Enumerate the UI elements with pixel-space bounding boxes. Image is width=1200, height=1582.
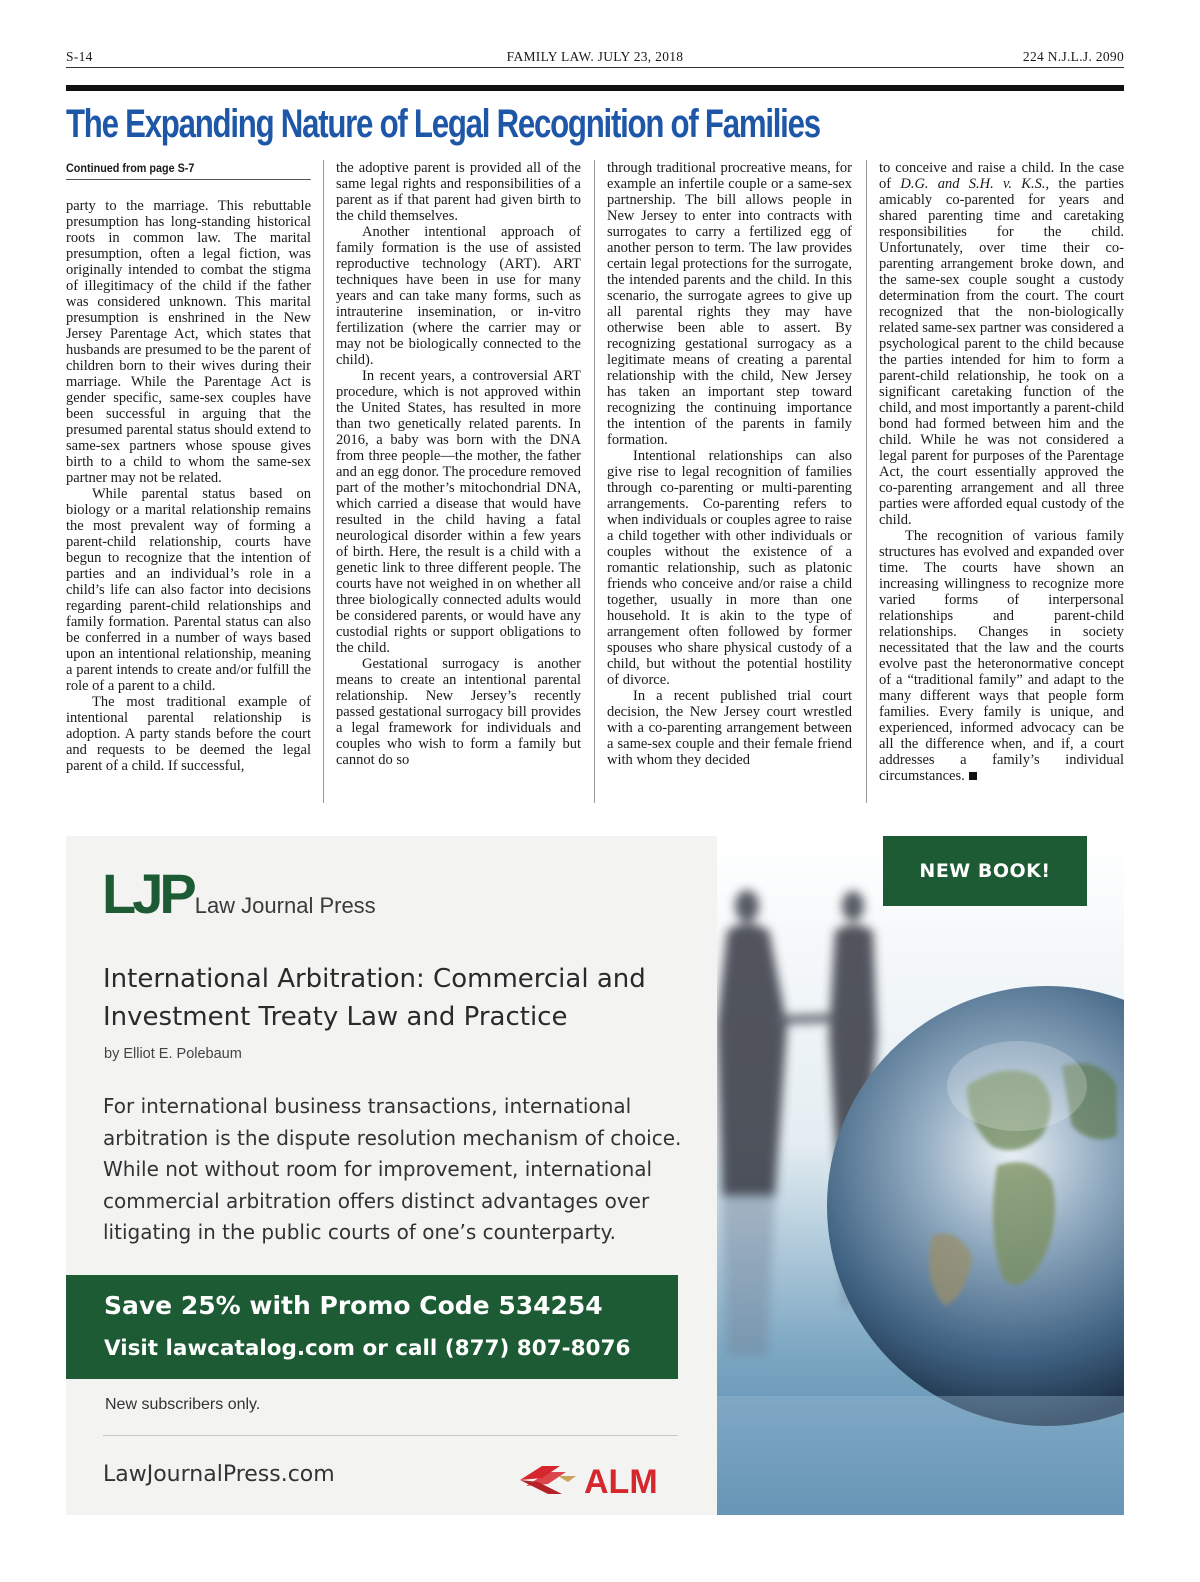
paragraph: the adoptive parent is provided all of the same legal rights and responsibilities of a parent as if that parent had given birth to the child themselves. xyxy=(336,160,581,224)
column-divider xyxy=(323,160,324,803)
alm-logo-text: ALM xyxy=(584,1463,658,1498)
promo-contact-text: Visit lawcatalog.com or call (877) 807-8076 xyxy=(104,1336,631,1361)
alm-logo xyxy=(518,1460,683,1498)
headline-rule xyxy=(66,85,1124,91)
column-divider xyxy=(866,160,867,803)
text-run: to conceive and raise a child. In the case of xyxy=(879,160,1124,192)
subscriber-note: New subscribers only. xyxy=(105,1396,261,1413)
ad-divider xyxy=(103,1435,678,1436)
header-rule xyxy=(66,67,1124,68)
promo-code-text: Save 25% with Promo Code 534254 xyxy=(104,1291,603,1320)
continued-from-label: Continued from page S-7 xyxy=(66,160,311,180)
article-column-4 xyxy=(879,160,1124,803)
paragraph: party to the marriage. This rebuttable presumption has long-standing historical roots in common law. The marital presumption, often a legal fiction, was originally intended to combat the stigma of illegitimacy of the child if the father was considered unknown. This marital presumption is enshrined in the New Jersey Parentage Act, which states that husbands are presumed to be the parent of children born to their wives during their marriage. While the Parentage Act is gender specific, same-sex couples have been successful in arguing that the presumed parental status should extend to same-sex partners whose spouse gives birth to a child to whom the same-sex partner may not be related. xyxy=(66,198,311,486)
new-book-badge-text: NEW BOOK! xyxy=(919,860,1051,882)
paragraph: In recent years, a controversial ART procedure, which is not approved within the United States, has resulted in more than two genetically related parents. In 2016, a baby was born with the DNA from three people—the mother, the father and an egg donor. The procedure removed part of the mother’s mitochondrial DNA, which carried a disease that would have resulted in the child having a fatal neurological disorder within a few years of birth. Here, the result is a child with a genetic link to three different people. The courts have not weighed in on whether all three biologically connected adults would be considered parents, or would have any custodial rights or support obligations to the child. xyxy=(336,368,581,656)
page-number: S-14 xyxy=(66,49,93,64)
promo-banner xyxy=(66,1275,678,1379)
book-title-line: International Arbitration: Commercial and xyxy=(103,964,646,994)
book-author: by Elliot E. Polebaum xyxy=(104,1046,242,1062)
end-of-article-icon xyxy=(969,772,977,780)
publication-date: FAMILY LAW. JULY 23, 2018 xyxy=(506,49,684,64)
case-name: D.G. and S.H. v. K.S., xyxy=(900,176,1050,192)
running-head xyxy=(66,49,1124,69)
book-title-line: Investment Treaty Law and Practice xyxy=(103,1002,568,1032)
paragraph xyxy=(879,160,1124,528)
paragraph: Intentional relationships can also give rise to legal recognition of families through co-parenting or multi-parenting arrangements. Co-parenting refers to when individuals or couples agree to raise a child together with other individuals or couples without the existence of a romantic relationship, such as platonic friends who conceive and/or raise a child together, usually in more than one household. It is akin to the type of arrangement often followed by former spouses who share physical custody of a child, but without the potential hostility of divorce. xyxy=(607,448,852,688)
ljp-logo-name: Law Journal Press xyxy=(194,893,376,918)
article-column-2 xyxy=(336,160,581,803)
citation: 224 N.J.L.J. 2090 xyxy=(1022,49,1124,64)
paragraph: through traditional procreative means, for example an infertile couple or a same-sex partnership. The bill allows people in New Jersey to enter into contracts with surrogates to carry a fertilized egg of another person to term. The law provides certain legal protections for the surrogate, the intended parents and the child. In this scenario, the surrogate agrees to give up all parental rights they may have otherwise been able to assert. By recognizing gestational surrogacy as a legitimate means of creating a parental relationship with the child, New Jersey has taken an important step toward recognizing the continuing importance the intention of the parents in family formation. xyxy=(607,160,852,448)
paragraph: Another intentional approach of family formation is the use of assisted reproductive technology (ART). ART techniques have been in use for many years and can take many forms, such as intrauterine insemination, or in-vitro fertilization (where the carrier may or may not be biologically connected to the child). xyxy=(336,224,581,368)
paragraph: The most traditional example of intentional parental relationship is adoption. A party stands before the court and requests to be deemed the legal parent of a child. If successful, xyxy=(66,694,311,774)
ljp-logo-mark: LJP xyxy=(102,862,193,925)
website-link[interactable]: LawJournalPress.com xyxy=(103,1462,335,1487)
new-book-badge xyxy=(883,836,1087,906)
book-advertisement xyxy=(66,836,1124,1515)
law-journal-press-logo xyxy=(102,862,376,925)
paragraph: While parental status based on biology or a marital relationship remains the most prevalent way of forming a parent-child relationship, courts have begun to recognize that the intention of parties and an individual’s role in a child’s life can also factor into decisions regarding parent-child relationships and family formation. Parental status can also be conferred in a number of ways based upon an intentional relationship, meaning a parent intends to create and/or fulfill the role of a parent to a child. xyxy=(66,486,311,694)
column-divider xyxy=(594,160,595,803)
paragraph: Gestational surrogacy is another means to create an intentional parental relationship. New Jersey’s recently passed gestational surrogacy bill provides a legal framework for individuals and couples who wish to form a family but cannot do so xyxy=(336,656,581,768)
article-title: The Expanding Nature of Legal Recognition of Families xyxy=(66,102,820,146)
alm-logo-mark xyxy=(520,1466,576,1494)
business-handshake-globe-image xyxy=(717,836,1124,1515)
article-column-3 xyxy=(607,160,852,803)
book-title xyxy=(103,960,703,1036)
text-run: the parties amicably co-parented for years and shared parenting time and caretaking responsibilities for the child. Unfortunately, over time their co-parenting arrangement broke down, and the same-sex couple sought a custody determination from the court. The court recognized that the non-biologically related same-sex partner was considered a psychological parent to the child because the parties intended for him to form a parent-child relationship, he took on a significant caretaking function of the child, and most importantly a parent-child bond had formed between him and the child. While he was not considered a legal parent for purposes of the Parentage Act, the court essentially approved the co-parenting arrangement and all three parties were afforded equal custody of the child. xyxy=(879,176,1124,528)
paragraph: In a recent published trial court decision, the New Jersey court wrestled with a co-parenting arrangement between a same-sex couple and their female friend with whom they decided xyxy=(607,688,852,768)
text-run: The recognition of various family structures has evolved and expanded over time. The courts have shown an increasing willingness to recognize more varied forms of interpersonal relationships and parent-child relationships. Changes in society necessitated that the law and the courts evolve past the heteronormative concept of a “traditional family” and adapt to the many different ways that people form families. Every family is unique, and experienced, informed advocacy can be all the difference when, and if, a court addresses a family’s individual circumstances. xyxy=(879,528,1124,784)
paragraph xyxy=(879,528,1124,784)
book-description: For international business transactions, international arbitration is the dispute resolution mechanism of choice. While not without room for improvement, international commercial arbitration offers distinct advantages over litigating in the public courts of one’s counterparty. xyxy=(103,1094,682,1244)
article-column-1 xyxy=(66,160,311,803)
